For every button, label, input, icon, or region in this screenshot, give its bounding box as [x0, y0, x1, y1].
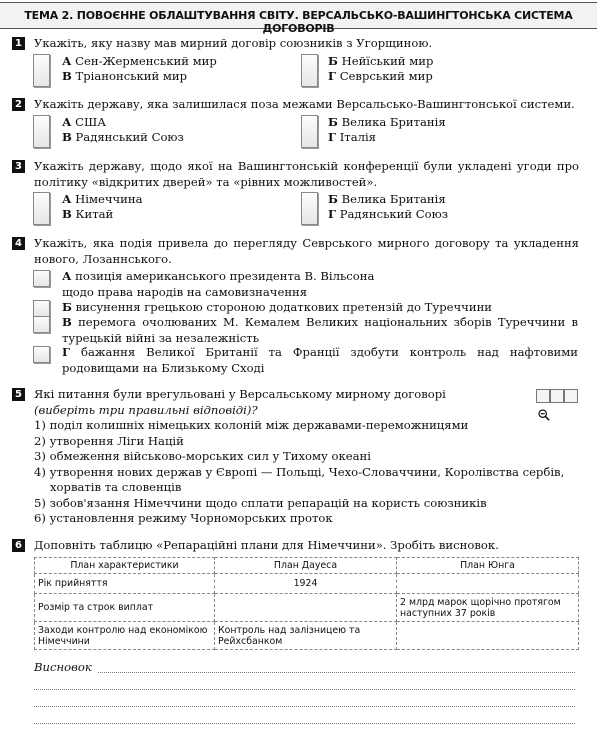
option-q1-a: А Сен-Жерменський мир: [62, 54, 217, 68]
option-q3-a: А Німеччина: [62, 192, 143, 206]
answer-box-q4-v[interactable]: [33, 316, 50, 333]
answer-box-q1-right[interactable]: [301, 54, 318, 87]
table-cell: Розмір та строк виплат: [35, 594, 215, 622]
question-2-text: Укажіть державу, яка залишилася поза межами Версальсько-Вашингтонської системи.: [34, 97, 575, 111]
question-4-text: Укажіть, яка подія привела до перегляду Севрського мирного договору та укладення нового, Лозаннського.: [34, 236, 579, 266]
answer-box-q4-g[interactable]: [33, 346, 50, 363]
table-cell-input[interactable]: [215, 594, 397, 622]
question-5-hint: (виберіть три правильні відповіді)?: [34, 402, 258, 417]
option-q3-b: Б Велика Британія: [328, 192, 446, 206]
answer-grid-q5[interactable]: [536, 389, 578, 403]
table-row: [35, 574, 579, 594]
question-number-2: 2: [12, 98, 25, 111]
question-number-6: 6: [12, 539, 25, 552]
question-number-5: 5: [12, 388, 25, 401]
conclusion-line[interactable]: [98, 671, 575, 673]
option-q1-g: Г Севрський мир: [328, 69, 433, 83]
list-item: 6) установлення режиму Чорноморських проток: [34, 511, 333, 525]
option-q3-g: Г Радянський Союз: [328, 207, 449, 221]
list-item: 4) утворення нових держав у Європі — Польщі, Чехо-Словаччини, Королівства сербів, хорватів та словенців: [34, 464, 565, 494]
list-item: 5) зобов'язання Німеччини щодо сплати репарацій на користь союзників: [34, 495, 487, 510]
option-q4-v: В перемога очолюваних М. Кемалем Великих національних зборів Туреччини в турецькій війні за незалежність: [62, 315, 579, 345]
answer-cell-3[interactable]: [564, 389, 578, 403]
table-cell-input[interactable]: [397, 574, 579, 594]
option-q2-b: Б Велика Британія: [328, 115, 446, 129]
option-q4-g: Г бажання Великої Британії та Франції здобути контроль над нафтовими родовищами на Близькому Сході: [62, 345, 579, 375]
option-q4-a: А позиція американського президента В. Вільсона щодо права народів на самовизначення: [62, 269, 375, 299]
option-q1-b: Б Нейїський мир: [328, 54, 434, 68]
question-1-text: Укажіть, яку назву мав мирний договір союзників з Угорщиною.: [34, 36, 433, 50]
table-cell: 1924: [215, 574, 397, 594]
question-number-1: 1: [12, 37, 25, 50]
question-5-items: [34, 418, 579, 527]
answer-box-q4-b[interactable]: [33, 300, 50, 317]
option-q2-a: А США: [62, 115, 107, 129]
answer-box-q2-left[interactable]: [33, 115, 50, 148]
question-5-text: [34, 387, 504, 418]
question-6-text: Доповніть таблицю «Репараційні плани для Німеччини». Зробіть висновок.: [34, 538, 499, 552]
list-item: 1) поділ колишніх німецьких колоній між державами-переможницями: [34, 418, 469, 432]
table-header-cell: План характеристики: [35, 558, 215, 574]
conclusion-label: Висновок: [34, 660, 92, 674]
answer-cell-2[interactable]: [550, 389, 564, 403]
table-cell: 2 млрд марок щорічно протягом наступних 37 років: [397, 594, 579, 622]
page-header: [0, 2, 597, 35]
table-header-cell: План Юнга: [397, 558, 579, 574]
table-row: [35, 594, 579, 622]
table-header-row: [35, 558, 579, 574]
table-cell-input[interactable]: [397, 622, 579, 650]
answer-box-q3-left[interactable]: [33, 192, 50, 225]
option-q2-g: Г Італія: [328, 130, 376, 144]
question-5-prompt: Які питання були врегульовані у Версальському мирному договорі: [34, 387, 446, 401]
option-q1-v: В Тріанонський мир: [62, 69, 188, 83]
page-title: ТЕМА 2. ПОВОЄННЕ ОБЛАШТУВАННЯ СВІТУ. ВЕРСАЛЬСЬКО-ВАШИНГТОНСЬКА СИСТЕМА ДОГОВОРІВ: [24, 9, 573, 35]
answer-box-q2-right[interactable]: [301, 115, 318, 148]
answer-box-q1-left[interactable]: [33, 54, 50, 87]
question-3-text: Укажіть державу, щодо якої на Вашингтонській конференції були укладені угоди про політику «відкритих дверей» та «рівних можливостей».: [34, 159, 579, 189]
option-q2-v: В Радянський Союз: [62, 130, 184, 144]
table-cell: Контроль над залізницею та Рейхсбанком: [215, 622, 397, 650]
conclusion-line[interactable]: [34, 705, 575, 707]
option-q4-b: Б висунення грецькою стороною додаткових претензій до Туреччини: [62, 300, 493, 314]
list-item: 3) обмеження військово-морських сил у Тихому океані: [34, 449, 371, 463]
table-cell: Заходи контролю над економікою Німеччини: [35, 622, 215, 650]
question-number-4: 4: [12, 237, 25, 250]
table-header-cell: План Дауеса: [215, 558, 397, 574]
table-cell: Рік прийняття: [35, 574, 215, 594]
option-q3-v: В Китай: [62, 207, 114, 221]
answer-cell-1[interactable]: [536, 389, 550, 403]
list-item: 2) утворення Ліги Націй: [34, 433, 184, 448]
reparations-table: [34, 557, 579, 650]
question-number-3: 3: [12, 160, 25, 173]
table-row: [35, 622, 579, 650]
answer-box-q4-a[interactable]: [33, 270, 50, 287]
conclusion-line[interactable]: [34, 688, 575, 690]
answer-box-q3-right[interactable]: [301, 192, 318, 225]
conclusion-line[interactable]: [34, 722, 575, 724]
